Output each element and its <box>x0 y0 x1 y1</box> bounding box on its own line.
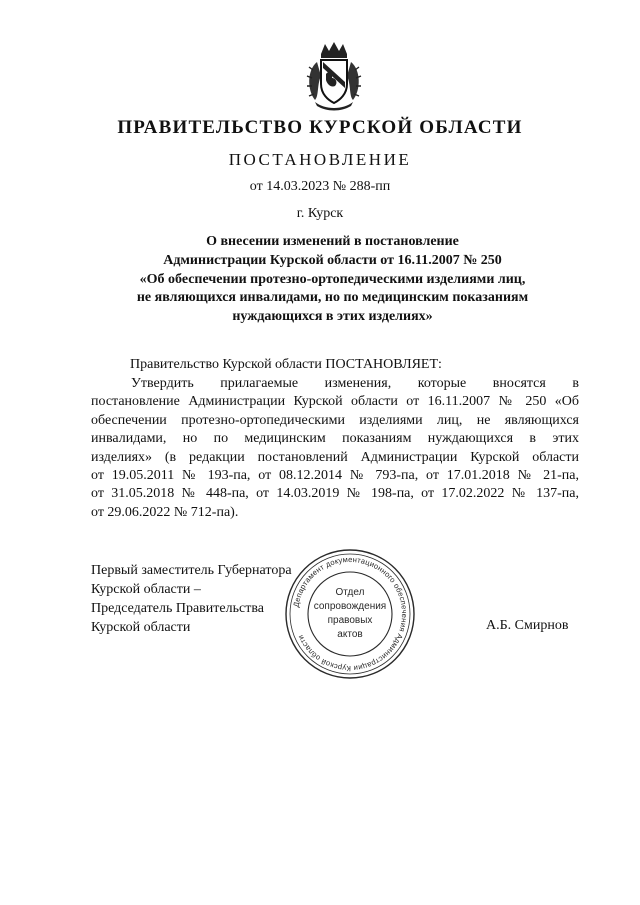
stamp-center-line: Отдел <box>335 587 365 598</box>
stamp-center-line: актов <box>337 629 363 640</box>
body-line: обеспечении протезно-ортопедическими изделиями лиц, не являющихся <box>91 412 579 428</box>
position-line: Первый заместитель Губернатора <box>91 563 292 578</box>
subject-line: О внесении изменений в постановление <box>206 234 459 249</box>
subject-line: Администрации Курской области от 16.11.2007 № 250 <box>163 252 502 268</box>
subject-line: не являющихся инвалидами, но по медицинским показаниям <box>136 290 529 306</box>
body-line: инвалидами, но по медицинским показаниям нуждающихся в этих <box>91 431 579 447</box>
document-city: г. Курск <box>296 206 344 221</box>
body-paragraph <box>91 375 579 522</box>
stamp-center-line: правовых <box>327 615 373 626</box>
body-line: изделиях» (в редакции постановлений Администрации Курской области <box>91 449 579 465</box>
signatory-name: А.Б. Смирнов <box>486 618 569 633</box>
body-line: от 19.05.2011 № 193-па, от 08.12.2014 № 793-па, от 17.01.2018 № 21-па, <box>91 468 579 484</box>
position-line: Председатель Правительства <box>91 601 264 616</box>
subject-line: «Об обеспечении протезно-ортопедическими изделиями лиц, <box>139 271 526 287</box>
body-line: постановление Администрации Курской области от 16.11.2007 № 250 «Об <box>91 394 579 410</box>
document-date-number: от 14.03.2023 № 288-пп <box>249 179 391 194</box>
position-line: Курской области – <box>91 582 201 597</box>
coat-of-arms-icon <box>305 40 363 112</box>
body-line: от 29.06.2022 № 712-па). <box>91 504 239 520</box>
government-title: ПРАВИТЕЛЬСТВО КУРСКОЙ ОБЛАСТИ <box>117 117 523 138</box>
body-line: от 31.05.2018 № 448-па, от 14.03.2019 № 198-па, от 17.02.2022 № 137-па, <box>91 486 579 502</box>
svg-text:Департамент документационного <box>291 555 409 673</box>
document-subject <box>80 233 585 327</box>
signatory-position <box>91 561 292 637</box>
stamp-center-line: сопровождения <box>313 601 387 612</box>
position-line: Курской области <box>91 620 191 635</box>
preamble: Правительство Курской области ПОСТАНОВЛЯЕТ: <box>130 357 442 372</box>
stamp-ring-text: Департамент документационного обеспечения Администрации Курской области <box>291 554 410 674</box>
document-type: ПОСТАНОВЛЕНИЕ <box>228 150 412 169</box>
subject-line: нуждающихся в этих изделиях» <box>232 309 433 325</box>
official-stamp <box>283 547 417 681</box>
body-line: Утвердить прилагаемые изменения, которые вносятся в <box>131 376 579 391</box>
